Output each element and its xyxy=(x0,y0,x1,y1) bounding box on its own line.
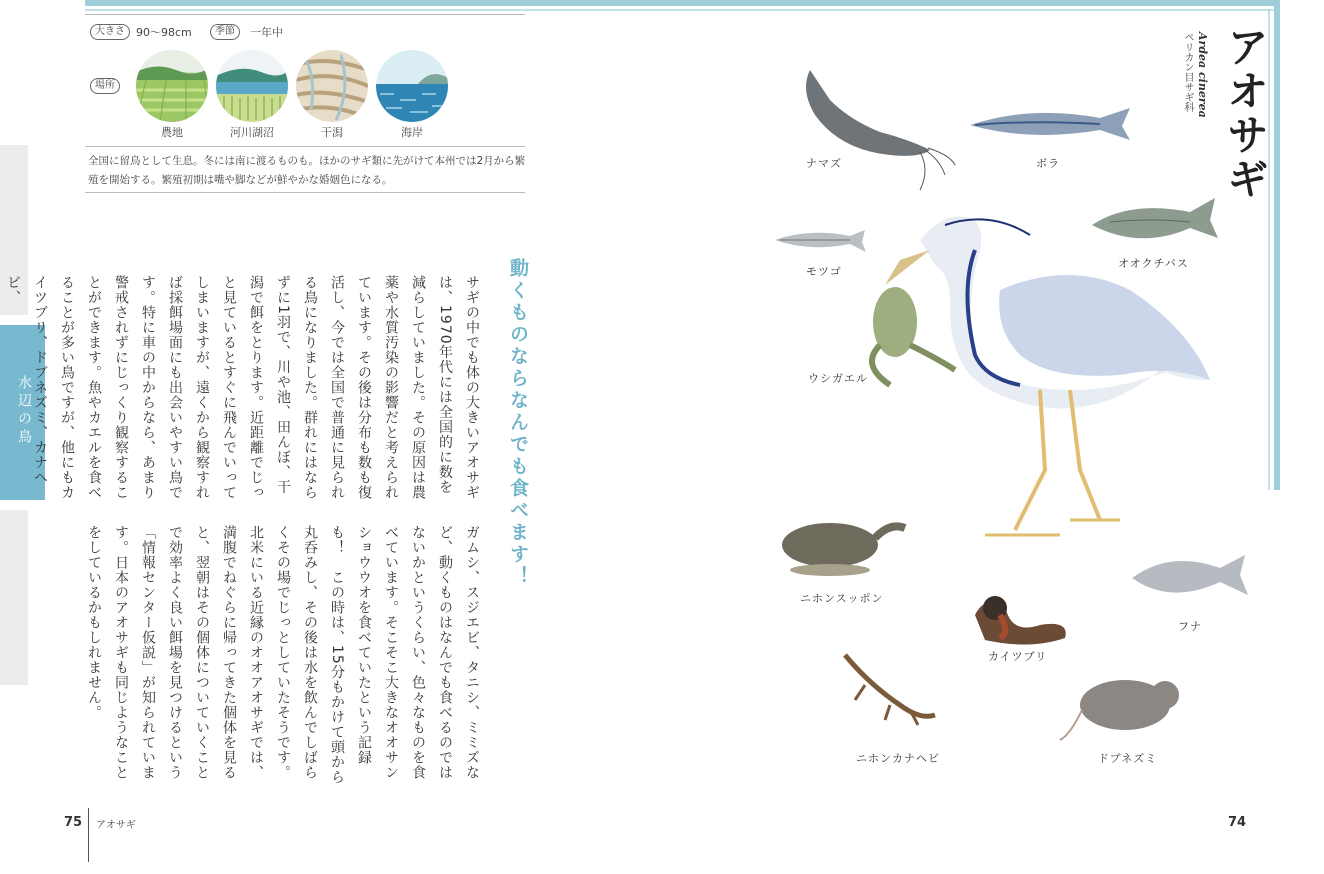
article-heading: 動くものならなんでも食べます！ xyxy=(507,258,529,588)
habitat-label: 河川湖沼 xyxy=(230,126,274,139)
habitat-summary: 全国に留鳥として生息。冬には南に渡るものも。ほかのサギ類に先がけて本州では2月から繁殖を開始する。繁殖初期は嘴や脚などが鮮やかな婚姻色になる。 xyxy=(88,155,526,186)
season-value: 一年中 xyxy=(250,26,283,39)
crucian-carp-illustration xyxy=(1132,555,1248,595)
habitat-river-lake-image xyxy=(216,50,288,122)
bullfrog-illustration xyxy=(872,287,955,385)
mullet-illustration xyxy=(970,108,1130,140)
prey-label: フナ xyxy=(1178,620,1202,633)
info-bottom-rule xyxy=(85,192,525,193)
right-page-number: 74 xyxy=(1228,815,1247,830)
species-latin-name: Ardea cinerea xyxy=(1196,32,1209,118)
side-tab-grey-bottom xyxy=(0,510,28,685)
habitat-label: 農地 xyxy=(161,126,183,139)
side-tab-label: 水辺の鳥 xyxy=(16,375,32,447)
season-tag: 季節 xyxy=(210,24,240,40)
species-family: ペリカン目サギ科 xyxy=(1182,32,1193,112)
catfish-illustration xyxy=(806,70,955,190)
prey-label: ニホンスッポン xyxy=(800,592,884,605)
size-value: 90～98cm xyxy=(136,26,192,39)
prey-label: ウシガエル xyxy=(808,372,868,385)
species-name: アオサギ xyxy=(1221,25,1270,201)
left-page-number: 75 xyxy=(64,815,83,830)
prey-label: ボラ xyxy=(1036,157,1060,170)
footer-title: アオサギ xyxy=(96,820,136,831)
prey-label: オオクチバス xyxy=(1118,257,1189,270)
prey-label: ドブネズミ xyxy=(1098,752,1158,765)
habitat-label: 海岸 xyxy=(401,126,423,139)
brown-rat-illustration xyxy=(1060,680,1179,740)
largemouth-bass-illustration xyxy=(1092,198,1218,238)
softshell-turtle-illustration xyxy=(782,523,905,576)
place-tag: 場所 xyxy=(90,78,120,94)
top-border xyxy=(85,0,1280,6)
prey-label: ニホンカナヘビ xyxy=(856,752,940,765)
info-top-rule xyxy=(85,14,525,15)
habitat-coast-image xyxy=(376,50,448,122)
article-body-lower: ガムシ、スジエビ、タニシ、ミミズなど、動くものはなんでも食べるのではないかというくらい、色々なものを食べています。そこそこ大きなオオサンショウウオを食べていたという記録も！ この時は、15分もかけて頭から丸呑みし、その後は水を飲んでしばらくその場でじっとしていたそうです。北米にいる近縁のオオアオサギでは、満腹でねぐらに帰ってきた個体を見ると、翌朝はその個体についていくことで効率よく良い餌場を見つけるという「情報センター仮説」が知られています。日本のアオサギも同じようなことをしているかもしれません。 xyxy=(86,525,480,785)
info-mid-rule xyxy=(85,146,525,147)
top-border-inner xyxy=(85,9,1280,11)
habitat-farmland-image xyxy=(136,50,208,122)
prey-label: モツゴ xyxy=(806,265,842,278)
habitat-tidal-flat-image xyxy=(296,50,368,122)
habitat-label: 干潟 xyxy=(321,126,343,139)
article-body-upper: サギの中でも体の大きいアオサギは、1970年代には全国的に数を減らしていました。その原因は農薬や水質汚染の影響だと考えられています。その後は分布も数も復活し、今では全国で普通に見られる鳥になりました。群れにはならずに1羽で、川や池、田んぼ、干潟で餌をとります。近距離でじっと見ているとすぐに飛んでいってしまいますが、遠くから観察すれば採餌場面にも出会いやすい鳥です。特に車の中からなら、あまり警戒されずにじっくり観察することができます。魚やカエルを食べることが多い鳥ですが、他にもカイツブリ、ドブネズミ、カナヘビ、 xyxy=(5,275,480,500)
footer-separator xyxy=(88,808,89,862)
prey-label: ナマズ xyxy=(806,157,842,170)
little-grebe-illustration xyxy=(975,596,1066,645)
japanese-grass-lizard-illustration xyxy=(845,655,935,725)
prey-label: カイツブリ xyxy=(988,650,1048,663)
motsugo-illustration xyxy=(775,230,866,252)
size-tag: 大きさ xyxy=(90,24,130,40)
